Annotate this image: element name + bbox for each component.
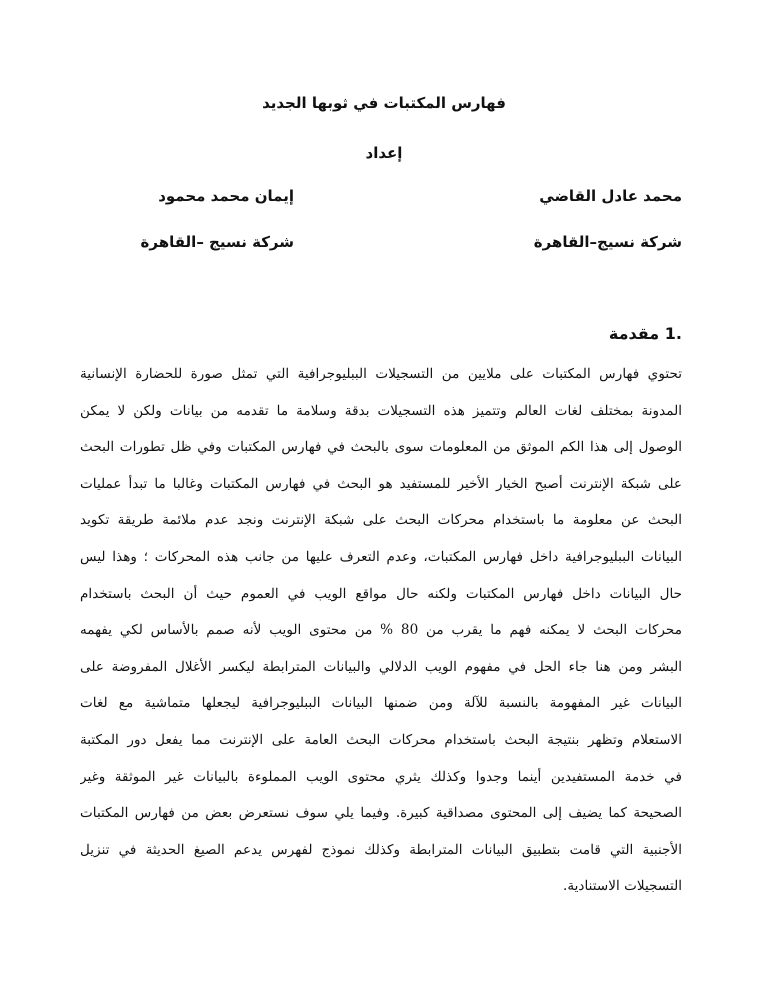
author-org-1: شركة نسيج–القاهرة [533,233,682,251]
body-line: البحث عن معلومة ما باستخدام محركات البحث على شبكة الإنترنت ونجد عدم ملائمة طريقة تكويد [80,512,682,529]
section-heading-text: مقدمة [608,324,660,343]
author-name-1: محمد عادل القاضي [539,187,682,205]
body-line: حال البيانات داخل فهارس المكتبات ولكنه حال مواقع الويب في العموم حيث أن البحث باستخدام [80,585,682,602]
body-line: محركات البحث لا يمكنه فهم ما يقرب من 80 % من محتوى الويب لأنه صمم بالأساس لكي يفهمه [80,622,682,639]
body-paragraph [80,362,682,911]
body-line: على شبكة الإنترنت أصبح الخيار الأخير للمستفيد هو البحث في فهارس المكتبات وغالبا ما تبدأ عمليات [80,475,682,492]
body-line: الأجنبية التي قامت بتطبيق البيانات المترابطة وكذلك نموذج لفهرس يدعم الصيغ الحديثة في تنزيل [80,841,682,858]
body-line: الصحيحة كما يضيف إلى المحتوى مصداقية كبيرة. وفيما يلي سوف نستعرض بعض من فهارس المكتبات [80,805,682,822]
body-line: البيانات غير المفهومة بالنسبة للآلة ومن ضمنها البيانات الببليوجرافية ليجعلها متماشية مع لغات [80,695,682,712]
prepared-by-label: إعداد [365,144,403,162]
body-line: تحتوي فهارس المكتبات على ملايين من التسجيلات الببليوجرافية التي تمثل صورة للحضارة الإنسانية [80,366,682,382]
body-line: الوصول إلى هذا الكم الموثق من المعلومات سوى بالبحث في فهارس المكتبات وفي ظل تطورات البحث [80,439,682,456]
author-org-2: شركة نسيج –القاهرة [140,233,294,251]
document-title: فهارس المكتبات في ثوبها الجديد [262,94,506,112]
body-line: البشر ومن هنا جاء الحل في مفهوم الويب الدلالي والبيانات المترابطة ليكسر الأغلال المفروضة على [80,658,682,675]
section-heading [609,324,682,343]
section-number: .1 [664,324,682,343]
body-line: التسجيلات الاستنادية. [563,878,682,895]
body-line: المدونة بمختلف لغات العالم وتتميز هذه التسجيلات بدقة وسلامة ما تقدمه من بيانات ولكن لا يمكن [80,402,682,419]
body-line: البيانات الببليوجرافية داخل فهارس المكتبات، وعدم التعرف عليها من جانب هذه المحركات ؛ وهذا ليس [80,548,682,565]
author-name-2: إيمان محمد محمود [158,187,294,205]
body-line: في خدمة المستفيدين أينما وجدوا وكذلك يثري محتوى الويب المملوءة بالبيانات غير الموثقة وغير [80,768,682,785]
body-line: الاستعلام وتظهر بنتيجة البحث باستخدام محركات البحث العامة على الإنترنت مما يفعل دور المكتبة [80,731,682,748]
